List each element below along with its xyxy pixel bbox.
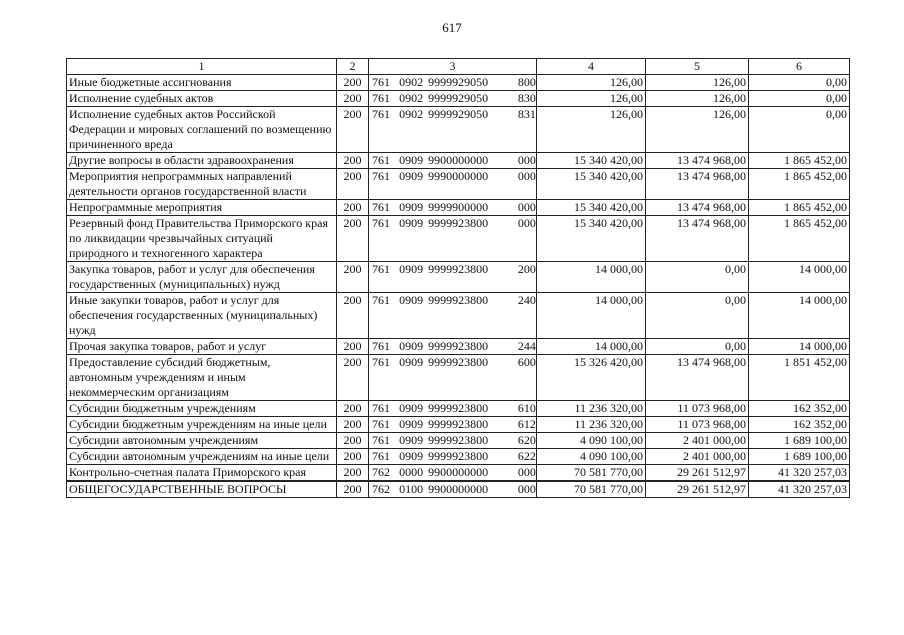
row-name: Другие вопросы в области здравоохранения xyxy=(67,153,337,169)
code-expense-type: 622 xyxy=(517,449,536,463)
row-code-3 xyxy=(369,433,537,449)
row-code-2: 200 xyxy=(337,200,369,216)
code-expense-type: 620 xyxy=(517,433,536,447)
row-amount-5: 126,00 xyxy=(646,91,749,107)
row-name: Субсидии автономным учреждениям xyxy=(67,433,337,449)
code-target: 9999923800 xyxy=(428,339,489,353)
code-section: 0909 xyxy=(399,262,424,276)
row-name: Иные бюджетные ассигнования xyxy=(67,75,337,91)
table-header-row xyxy=(67,59,850,75)
row-code-2: 200 xyxy=(337,216,369,262)
code-expense-type: 200 xyxy=(517,262,536,276)
code-section: 0902 xyxy=(399,91,424,105)
column-header: 5 xyxy=(646,59,749,75)
table-row xyxy=(67,433,850,449)
row-code-2: 200 xyxy=(337,401,369,417)
code-target: 9900000000 xyxy=(428,153,489,167)
row-amount-4: 15 340 420,00 xyxy=(537,169,646,200)
code-section: 0909 xyxy=(399,339,424,353)
table-row xyxy=(67,216,850,262)
row-code-3 xyxy=(369,449,537,465)
table-row xyxy=(67,200,850,216)
code-expense-type: 000 xyxy=(517,482,536,496)
code-admin: 761 xyxy=(372,433,390,447)
code-admin: 762 xyxy=(372,465,390,479)
code-section: 0909 xyxy=(399,169,424,183)
row-amount-4: 126,00 xyxy=(537,107,646,153)
row-amount-4: 70 581 770,00 xyxy=(537,481,646,498)
row-amount-5: 29 261 512,97 xyxy=(646,465,749,482)
row-code-2: 200 xyxy=(337,107,369,153)
code-section: 0909 xyxy=(399,355,424,369)
row-code-3 xyxy=(369,401,537,417)
row-amount-4: 4 090 100,00 xyxy=(537,433,646,449)
row-code-2: 200 xyxy=(337,75,369,91)
row-amount-4: 14 000,00 xyxy=(537,262,646,293)
row-code-3 xyxy=(369,200,537,216)
code-target: 9999923800 xyxy=(428,401,489,415)
row-code-2: 200 xyxy=(337,262,369,293)
code-expense-type: 000 xyxy=(517,216,536,230)
row-amount-5: 2 401 000,00 xyxy=(646,449,749,465)
code-section: 0909 xyxy=(399,153,424,167)
row-amount-6: 41 320 257,03 xyxy=(749,465,850,482)
row-amount-6: 1 851 452,00 xyxy=(749,355,850,401)
code-target: 9999923800 xyxy=(428,262,489,276)
row-code-2: 200 xyxy=(337,417,369,433)
row-amount-6: 0,00 xyxy=(749,91,850,107)
row-code-2: 200 xyxy=(337,169,369,200)
row-code-3 xyxy=(369,417,537,433)
row-code-2: 200 xyxy=(337,449,369,465)
code-admin: 761 xyxy=(372,153,390,167)
code-section: 0902 xyxy=(399,107,424,121)
row-amount-4: 14 000,00 xyxy=(537,339,646,355)
code-target: 9999923800 xyxy=(428,293,489,307)
row-code-2: 200 xyxy=(337,355,369,401)
row-amount-5: 13 474 968,00 xyxy=(646,200,749,216)
row-amount-5: 0,00 xyxy=(646,262,749,293)
code-target: 9999929050 xyxy=(428,107,489,121)
row-code-2: 200 xyxy=(337,339,369,355)
row-amount-4: 15 326 420,00 xyxy=(537,355,646,401)
row-amount-5: 13 474 968,00 xyxy=(646,216,749,262)
row-code-3 xyxy=(369,153,537,169)
row-amount-5: 13 474 968,00 xyxy=(646,169,749,200)
code-admin: 761 xyxy=(372,75,390,89)
row-name: Резервный фонд Правительства Приморского края по ликвидации чрезвычайных ситуаций природного и техногенного характера xyxy=(67,216,337,262)
code-target: 9999923800 xyxy=(428,216,489,230)
row-code-3 xyxy=(369,262,537,293)
row-amount-4: 11 236 320,00 xyxy=(537,401,646,417)
column-header: 6 xyxy=(749,59,850,75)
table-row xyxy=(67,75,850,91)
code-admin: 761 xyxy=(372,293,390,307)
row-amount-5: 11 073 968,00 xyxy=(646,417,749,433)
row-code-3 xyxy=(369,216,537,262)
code-section: 0902 xyxy=(399,75,424,89)
row-name: Субсидии бюджетным учреждениям на иные цели xyxy=(67,417,337,433)
row-code-3 xyxy=(369,465,537,482)
table-row xyxy=(67,355,850,401)
code-target: 9999923800 xyxy=(428,417,489,431)
code-section: 0909 xyxy=(399,449,424,463)
code-expense-type: 831 xyxy=(517,107,536,121)
code-section: 0000 xyxy=(399,465,424,479)
table-row xyxy=(67,293,850,339)
row-amount-4: 15 340 420,00 xyxy=(537,216,646,262)
row-amount-4: 15 340 420,00 xyxy=(537,200,646,216)
table-row xyxy=(67,449,850,465)
code-admin: 761 xyxy=(372,169,390,183)
code-target: 9900000000 xyxy=(428,482,489,496)
row-amount-4: 4 090 100,00 xyxy=(537,449,646,465)
row-amount-4: 14 000,00 xyxy=(537,293,646,339)
table-row xyxy=(67,169,850,200)
row-amount-5: 29 261 512,97 xyxy=(646,481,749,498)
code-target: 9999929050 xyxy=(428,75,489,89)
table-row xyxy=(67,465,850,482)
row-amount-6: 1 689 100,00 xyxy=(749,449,850,465)
row-code-3 xyxy=(369,481,537,498)
code-expense-type: 000 xyxy=(517,169,536,183)
row-name: Исполнение судебных актов Российской Федерации и мировых соглашений по возмещению причиненного вреда xyxy=(67,107,337,153)
row-name: Закупка товаров, работ и услуг для обеспечения государственных (муниципальных) нужд xyxy=(67,262,337,293)
table-row xyxy=(67,153,850,169)
row-amount-4: 126,00 xyxy=(537,91,646,107)
row-code-3 xyxy=(369,91,537,107)
code-admin: 761 xyxy=(372,91,390,105)
row-amount-6: 1 865 452,00 xyxy=(749,153,850,169)
table-row xyxy=(67,91,850,107)
budget-table xyxy=(66,58,850,498)
code-expense-type: 800 xyxy=(517,75,536,89)
row-name: Контрольно-счетная палата Приморского края xyxy=(67,465,337,482)
row-name: Непрограммные мероприятия xyxy=(67,200,337,216)
code-section: 0909 xyxy=(399,293,424,307)
code-admin: 762 xyxy=(372,482,390,496)
row-amount-6: 14 000,00 xyxy=(749,262,850,293)
code-target: 9900000000 xyxy=(428,465,489,479)
row-amount-5: 13 474 968,00 xyxy=(646,355,749,401)
code-expense-type: 610 xyxy=(517,401,536,415)
code-admin: 761 xyxy=(372,107,390,121)
code-section: 0909 xyxy=(399,200,424,214)
code-target: 9999900000 xyxy=(428,200,489,214)
code-expense-type: 240 xyxy=(517,293,536,307)
code-expense-type: 000 xyxy=(517,153,536,167)
row-code-3 xyxy=(369,339,537,355)
row-name: ОБЩЕГОСУДАРСТВЕННЫЕ ВОПРОСЫ xyxy=(67,481,337,498)
code-section: 0909 xyxy=(399,216,424,230)
row-name: Прочая закупка товаров, работ и услуг xyxy=(67,339,337,355)
row-code-3 xyxy=(369,75,537,91)
code-admin: 761 xyxy=(372,401,390,415)
code-section: 0100 xyxy=(399,482,424,496)
row-name: Субсидии бюджетным учреждениям xyxy=(67,401,337,417)
row-amount-5: 0,00 xyxy=(646,293,749,339)
row-amount-5: 126,00 xyxy=(646,75,749,91)
row-amount-4: 126,00 xyxy=(537,75,646,91)
column-header: 2 xyxy=(337,59,369,75)
code-admin: 761 xyxy=(372,339,390,353)
row-name: Предоставление субсидий бюджетным, автономным учреждениям и иным некоммерческим организациям xyxy=(67,355,337,401)
row-amount-6: 1 865 452,00 xyxy=(749,169,850,200)
page-number: 617 xyxy=(442,20,462,35)
code-expense-type: 000 xyxy=(517,465,536,479)
row-code-3 xyxy=(369,169,537,200)
row-code-2: 200 xyxy=(337,293,369,339)
code-admin: 761 xyxy=(372,216,390,230)
row-code-2: 200 xyxy=(337,465,369,482)
code-admin: 761 xyxy=(372,449,390,463)
row-amount-6: 1 865 452,00 xyxy=(749,216,850,262)
row-name: Мероприятия непрограммных направлений деятельности органов государственной власти xyxy=(67,169,337,200)
row-code-3 xyxy=(369,355,537,401)
row-amount-5: 2 401 000,00 xyxy=(646,433,749,449)
code-admin: 761 xyxy=(372,355,390,369)
code-target: 9990000000 xyxy=(428,169,489,183)
table-row xyxy=(67,262,850,293)
row-code-3 xyxy=(369,293,537,339)
row-amount-5: 13 474 968,00 xyxy=(646,153,749,169)
column-header: 4 xyxy=(537,59,646,75)
code-section: 0909 xyxy=(399,417,424,431)
row-amount-6: 41 320 257,03 xyxy=(749,481,850,498)
row-amount-6: 0,00 xyxy=(749,107,850,153)
row-code-2: 200 xyxy=(337,433,369,449)
row-code-2: 200 xyxy=(337,91,369,107)
row-amount-6: 162 352,00 xyxy=(749,417,850,433)
row-amount-5: 0,00 xyxy=(646,339,749,355)
row-code-2: 200 xyxy=(337,153,369,169)
row-amount-4: 15 340 420,00 xyxy=(537,153,646,169)
code-target: 9999929050 xyxy=(428,91,489,105)
code-section: 0909 xyxy=(399,433,424,447)
code-expense-type: 600 xyxy=(517,355,536,369)
code-section: 0909 xyxy=(399,401,424,415)
row-amount-5: 126,00 xyxy=(646,107,749,153)
code-expense-type: 000 xyxy=(517,200,536,214)
row-amount-6: 14 000,00 xyxy=(749,293,850,339)
table-row xyxy=(67,481,850,498)
row-amount-5: 11 073 968,00 xyxy=(646,401,749,417)
row-amount-6: 162 352,00 xyxy=(749,401,850,417)
row-amount-6: 1 865 452,00 xyxy=(749,200,850,216)
code-target: 9999923800 xyxy=(428,355,489,369)
row-amount-4: 70 581 770,00 xyxy=(537,465,646,482)
table-row xyxy=(67,401,850,417)
row-amount-6: 14 000,00 xyxy=(749,339,850,355)
column-header: 1 xyxy=(67,59,337,75)
code-target: 9999923800 xyxy=(428,433,489,447)
column-header: 3 xyxy=(369,59,537,75)
code-target: 9999923800 xyxy=(428,449,489,463)
code-admin: 761 xyxy=(372,262,390,276)
row-amount-6: 0,00 xyxy=(749,75,850,91)
code-admin: 761 xyxy=(372,417,390,431)
row-amount-4: 11 236 320,00 xyxy=(537,417,646,433)
row-code-2: 200 xyxy=(337,481,369,498)
code-admin: 761 xyxy=(372,200,390,214)
table-row xyxy=(67,417,850,433)
code-expense-type: 244 xyxy=(517,339,536,353)
row-amount-6: 1 689 100,00 xyxy=(749,433,850,449)
table-row xyxy=(67,339,850,355)
row-name: Иные закупки товаров, работ и услуг для обеспечения государственных (муниципальных) нужд xyxy=(67,293,337,339)
row-name: Субсидии автономным учреждениям на иные цели xyxy=(67,449,337,465)
table-row xyxy=(67,107,850,153)
row-code-3 xyxy=(369,107,537,153)
code-expense-type: 612 xyxy=(517,417,536,431)
code-expense-type: 830 xyxy=(517,91,536,105)
row-name: Исполнение судебных актов xyxy=(67,91,337,107)
